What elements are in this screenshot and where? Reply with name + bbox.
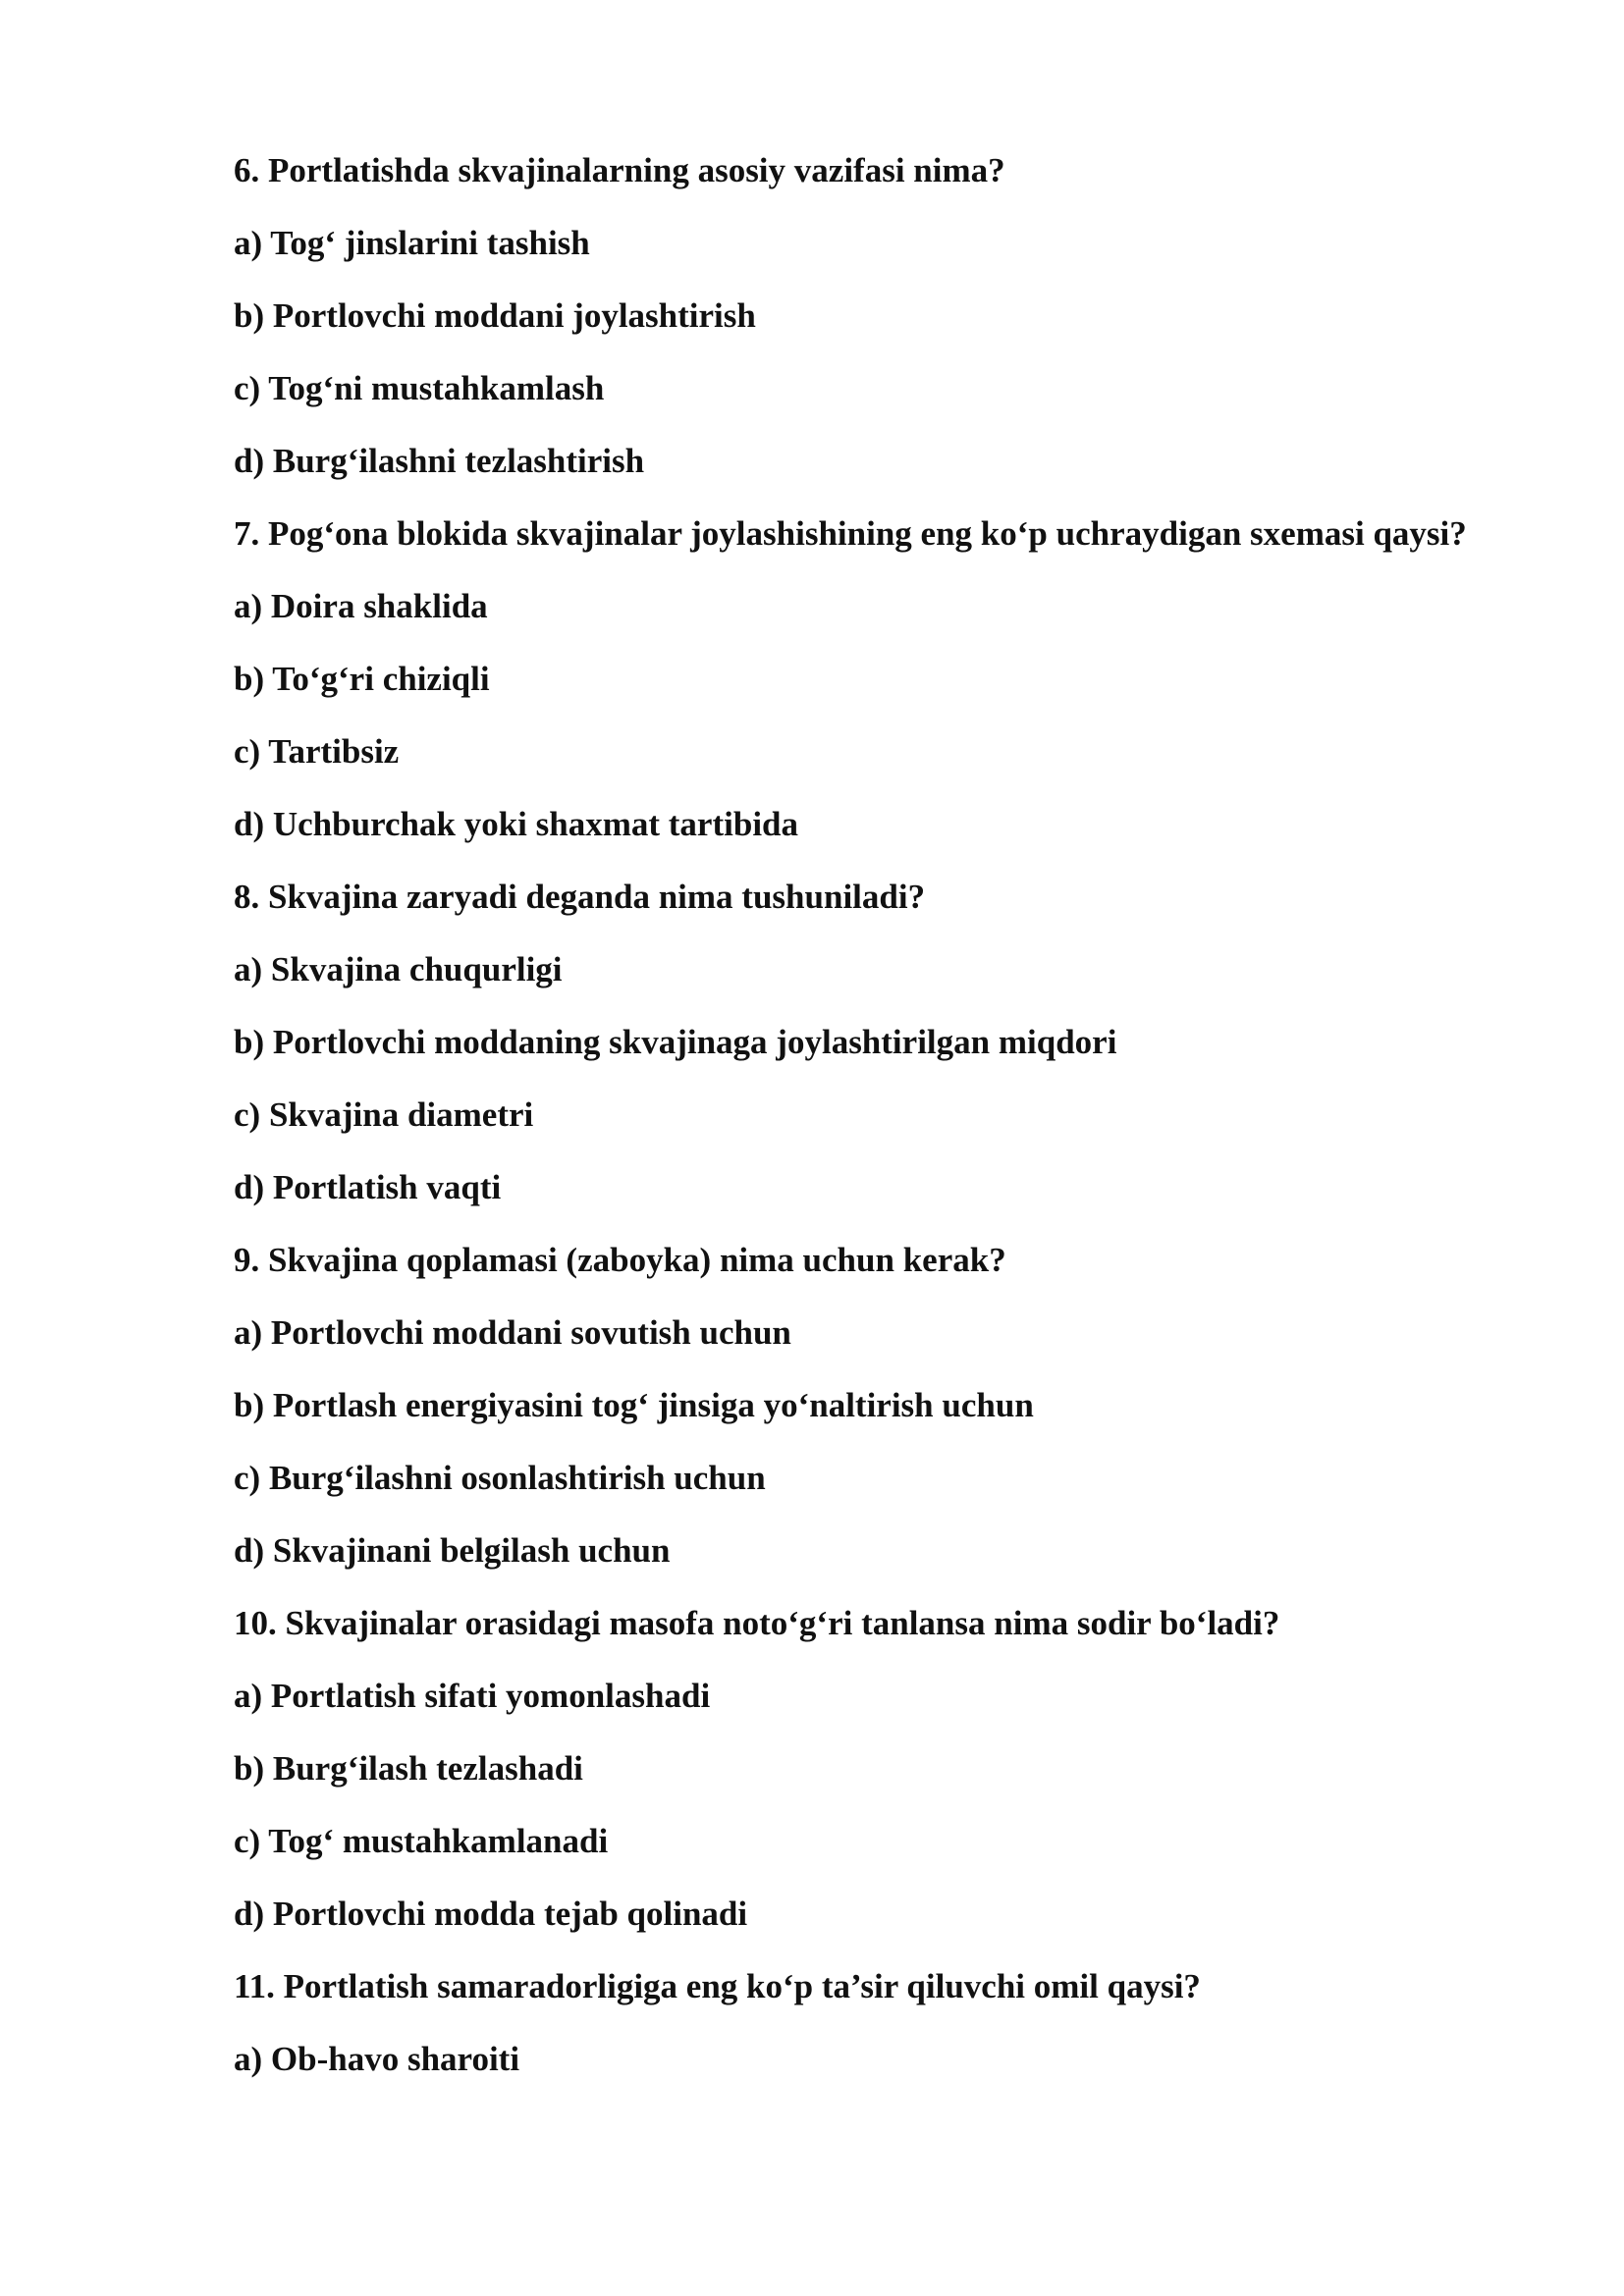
answer-option-d: d) Portlovchi modda tejab qolinadi [234,1895,748,1933]
question-text: 10. Skvajinalar orasidagi masofa noto‘g‘ri tanlansa nima sodir bo‘ladi? [234,1604,1280,1642]
question-text: 8. Skvajina zaryadi deganda nima tushuniladi? [234,878,926,916]
question-text: 9. Skvajina qoplamasi (zaboyka) nima uchun kerak? [234,1241,1006,1279]
question-8 [234,876,1510,1209]
question-10 [234,1602,1510,1936]
question-text: 11. Portlatish samaradorligiga eng ko‘p ta’sir qiluvchi omil qaysi? [234,1967,1201,2005]
answer-option-d: d) Uchburchak yoki shaxmat tartibida [234,805,799,843]
answer-option-a: a) Tog‘ jinslarini tashish [234,224,590,262]
answer-option-b: b) Portlovchi moddani joylashtirish [234,296,756,335]
document-page [234,149,1510,2081]
answer-option-c: c) Burg‘ilashni osonlashtirish uchun [234,1459,766,1497]
answer-option-a: a) Doira shaklida [234,587,488,625]
question-7 [234,512,1510,846]
answer-option-c: c) Skvajina diametri [234,1095,534,1134]
answer-option-c: c) Tog‘ni mustahkamlash [234,369,605,407]
question-9 [234,1239,1510,1573]
answer-option-b: b) To‘g‘ri chiziqli [234,660,490,698]
question-11 [234,1965,1510,2081]
question-text: 6. Portlatishda skvajinalarning asosiy vazifasi nima? [234,151,1005,189]
answer-option-a: a) Portlovchi moddani sovutish uchun [234,1313,791,1352]
answer-option-c: c) Tartibsiz [234,732,400,771]
answer-option-d: d) Burg‘ilashni tezlashtirish [234,442,645,480]
answer-option-a: a) Portlatish sifati yomonlashadi [234,1677,711,1715]
answer-option-d: d) Portlatish vaqti [234,1168,502,1206]
answer-option-c: c) Tog‘ mustahkamlanadi [234,1822,609,1860]
answer-option-a: a) Skvajina chuqurligi [234,950,563,988]
question-6 [234,149,1510,483]
question-text: 7. Pog‘ona blokida skvajinalar joylashishining eng ko‘p uchraydigan sxemasi qaysi? [234,514,1467,553]
answer-option-b: b) Portlovchi moddaning skvajinaga joylashtirilgan miqdori [234,1023,1117,1061]
answer-option-b: b) Portlash energiyasini tog‘ jinsiga yo‘naltirish uchun [234,1386,1034,1424]
answer-option-a: a) Ob-havo sharoiti [234,2040,520,2078]
answer-option-d: d) Skvajinani belgilash uchun [234,1531,671,1570]
answer-option-b: b) Burg‘ilash tezlashadi [234,1749,583,1788]
